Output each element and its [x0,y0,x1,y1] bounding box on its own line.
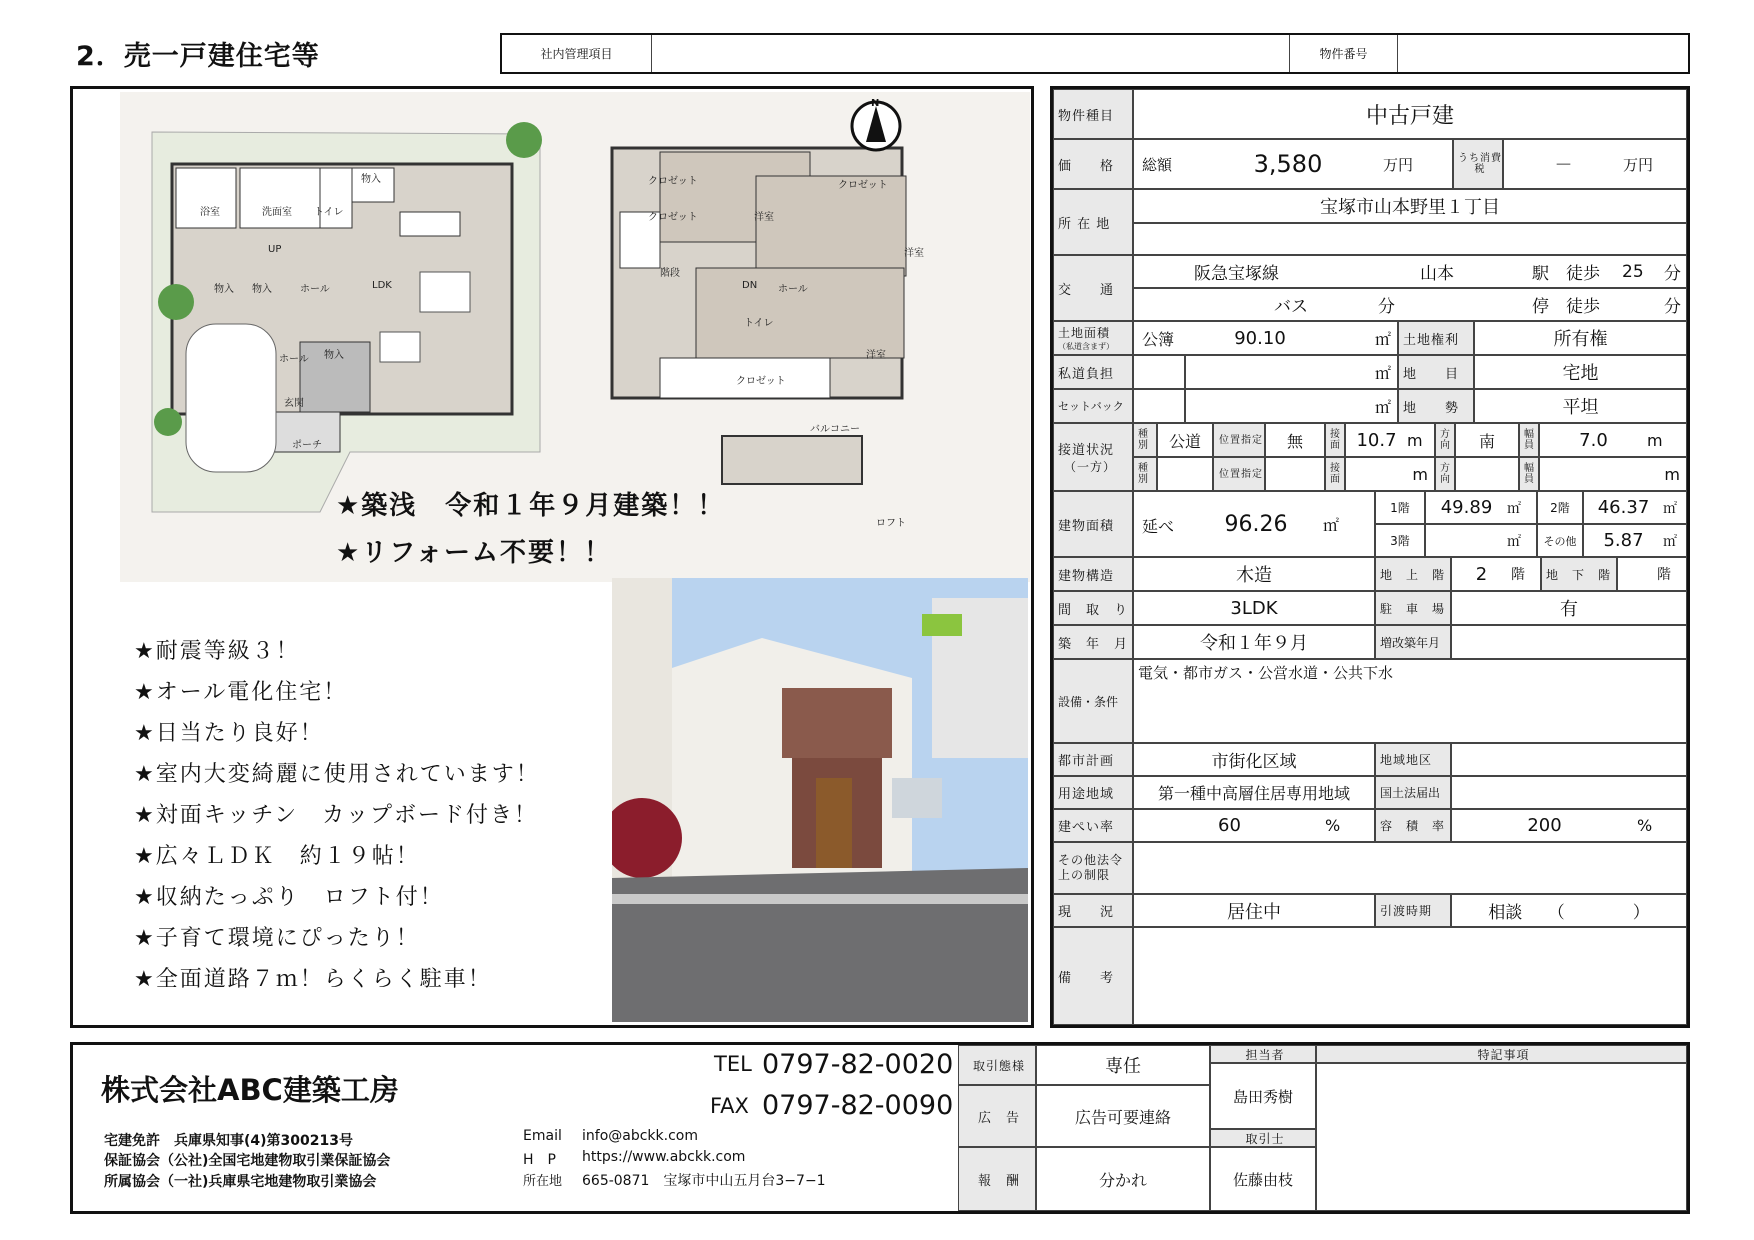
genkyo-label: 現 況 [1053,894,1133,927]
above-unit: 階 [1511,557,1541,591]
land-label-text: 土地面積 [1058,326,1111,340]
below-label: 地 下 階 [1541,557,1617,591]
room-balcony: バルコニー [810,424,860,435]
feature-item: ★収納たっぷり ロフト付！ [134,885,444,910]
room-storage4: 物入 [324,350,344,361]
fax-value: 0797-82-0090 [762,1090,954,1121]
kokudo-value [1451,776,1687,809]
other-law-value [1133,842,1687,894]
other-floor-value: 5.87 [1583,524,1663,557]
walk-label: 徒歩 [1566,264,1600,284]
f2-unit: ㎡ [1663,491,1687,524]
company-name: 株式会社ABC建築工房 [101,1073,399,1107]
staff-value: 島田秀樹 [1210,1063,1316,1129]
office-addr: 665-0871 宝塚市中山五月台3−7−1 [582,1173,826,1189]
nobe-value: 96.26 [1189,491,1323,557]
private-unit: ㎡ [1185,355,1398,389]
setback-kind [1133,389,1185,423]
feature-item: ★耐震等級３！ [134,639,300,664]
hikiwatashi-value: 相談 （ ） [1451,894,1687,927]
room-stairs: 階段 [660,268,680,279]
kenpei-value: 60 [1133,809,1325,842]
equip-value: 電気・都市ガス・公営水道・公共下水 [1133,659,1687,743]
traffic-label: 交 通 [1053,255,1133,321]
fax-label: FAX [710,1094,749,1118]
room-storage-1f: 物入 [361,174,381,185]
kokudo-label: 国土法届出 [1375,776,1451,809]
room-toilet-2f: トイレ [744,318,774,329]
trader-value: 佐藤由枝 [1210,1147,1316,1211]
shubetsu-label-2: 種別 [1133,457,1157,491]
land-label-sub: （私道含まず） [1058,342,1114,351]
price-label: 価 格 [1053,139,1133,189]
f2-value: 46.37 [1583,491,1663,524]
room-hall2-1f: ホール [279,354,309,365]
room-loft: ロフト [876,518,906,529]
other-floor-label: その他 [1537,524,1583,557]
tax-label: うち消費税 [1453,139,1503,189]
built-value: 令和１年９月 [1133,625,1375,659]
land-label [1053,321,1133,355]
f3-label: 3階 [1375,524,1425,557]
setback-label: セットバック [1053,389,1133,423]
bus-min-label: 分 [1378,297,1395,317]
station-name: 山本 [1420,264,1454,284]
price-unit: 万円 [1383,139,1453,189]
kenpei-unit: % [1325,809,1375,842]
ad-label: 広 告 [958,1085,1036,1147]
type-label: 物件種目 [1053,89,1133,139]
min-label: 分 [1664,264,1681,284]
land-kind: 公簿 [1133,321,1185,355]
trader-label: 取引士 [1210,1129,1316,1147]
biko-label: 備 考 [1053,927,1133,1025]
fukuin-unit: m [1647,423,1687,457]
road-label-sub: （一方） [1064,460,1117,474]
f1-value: 49.89 [1425,491,1507,524]
feature-item: ★室内大変綺麗に使用されています！ [134,762,540,787]
private-label: 私道負担 [1053,355,1133,389]
room-up: UP [268,244,282,255]
page-title: 2．売一戸建住宅等 [76,41,320,72]
notes-label: 特記事項 [1316,1045,1687,1063]
catch-copy-1: ★築浅 令和１年９月建築！！ [336,491,726,521]
biko-value [1133,927,1687,1025]
chiiki-value [1451,743,1687,776]
feature-item: ★広々ＬＤＫ 約１９帖！ [134,844,420,869]
f3-unit: ㎡ [1507,524,1537,557]
road-label-text: 接道状況 [1058,443,1115,458]
staff-label: 担当者 [1210,1045,1316,1063]
room-yoshitsu3: 洋室 [866,350,886,361]
f1-label: 1階 [1375,491,1425,524]
chisei-label: 地 勢 [1398,389,1474,423]
above-value: 2 [1451,557,1511,591]
address-value: 宝塚市山本野里１丁目 [1133,189,1687,223]
ichi-label: 位置指定 [1213,423,1265,457]
kenpei-label: 建ぺい率 [1053,809,1133,842]
setsumen-unit: m [1407,423,1435,457]
madori-label: 間 取 り [1053,591,1133,625]
bld-area-label: 建物面積 [1053,491,1133,557]
walk-minutes: 25 [1622,261,1644,282]
reform-value [1451,625,1687,659]
room-yoshitsu1: 洋室 [754,212,774,223]
email-label: Email [523,1128,562,1144]
traffic-row-2 [1133,288,1687,321]
below-value [1617,557,1657,591]
other-floor-unit: ㎡ [1663,524,1687,557]
equip-label: 設備・条件 [1053,659,1133,743]
hoko-value-2 [1455,457,1519,491]
line-name: 阪急宝塚線 [1194,264,1279,284]
bukken-label: 物件番号 [1290,35,1398,72]
walk2-label: 徒歩 [1566,297,1600,317]
parking-value: 有 [1451,591,1687,625]
setsumen-unit-2: m [1345,457,1435,491]
right-label: 土地権利 [1398,321,1474,355]
feature-item: ★オール電化住宅！ [134,680,348,705]
fukuin-label-2: 幅員 [1519,457,1539,491]
tel-value: 0797-82-0020 [762,1049,954,1080]
room-closet2: クロゼット [648,212,698,223]
yoseki-value: 200 [1451,809,1637,842]
above-label: 地 上 階 [1375,557,1451,591]
hikiwatashi-label: 引渡時期 [1375,894,1451,927]
license-text: 宅建免許 兵庫県知事(4)第300213号 [104,1133,353,1149]
fukuin-label: 幅員 [1519,423,1539,457]
fee-value: 分かれ [1036,1147,1210,1211]
ad-value: 広告可要連絡 [1036,1085,1210,1147]
price-value: 3,580 [1193,139,1383,189]
f2-label: 2階 [1537,491,1583,524]
min2-label: 分 [1664,297,1681,317]
mgmt-value[interactable] [652,35,1290,72]
hp-label: H P [523,1152,556,1168]
fukuin-value: 7.0 [1539,423,1647,457]
genkyo-value: 居住中 [1133,894,1375,927]
chisei-value: 平坦 [1474,389,1687,423]
feature-item: ★子育て環境にぴったり！ [134,926,420,951]
nobe-unit: ㎡ [1323,491,1375,557]
land-area: 90.10 [1185,321,1335,355]
price-sub: 総額 [1133,139,1193,189]
room-toilet-1f: トイレ [314,207,344,218]
chiiki-label: 地域地区 [1375,743,1451,776]
reform-label: 増改築年月 [1375,625,1451,659]
ichi-label-2: 位置指定 [1213,457,1265,491]
youto-value: 第一種中高層住居専用地域 [1133,776,1375,809]
room-ldk: LDK [372,280,392,291]
madori-value: 3LDK [1133,591,1375,625]
torihiki-label: 取引態様 [958,1045,1036,1085]
struct-value: 木造 [1133,557,1375,591]
city-label: 都市計画 [1053,743,1133,776]
ichi-value: 無 [1265,423,1325,457]
address-label: 所 在 地 [1053,189,1133,255]
youto-label: 用途地域 [1053,776,1133,809]
mgmt-label: 社内管理項目 [502,35,652,72]
notes-value [1316,1063,1687,1211]
built-label: 築 年 月 [1053,625,1133,659]
right-value: 所有権 [1474,321,1687,355]
chimoku-value: 宅地 [1474,355,1687,389]
hoko-label-2: 方向 [1435,457,1455,491]
tei-label: 停 [1532,297,1549,317]
room-dn: DN [742,280,758,291]
parking-label: 駐 車 場 [1375,591,1451,625]
other-law-label: その他法令上の制限 [1053,842,1133,894]
kodo-value: 公道 [1157,423,1213,457]
hp-link[interactable]: https://www.abckk.com [582,1149,746,1165]
land-unit: ㎡ [1335,321,1398,355]
tel-label: TEL [714,1052,752,1076]
room-bath: 浴室 [200,207,220,218]
fukuin-unit-2: m [1539,457,1687,491]
shubetsu-label: 種別 [1133,423,1157,457]
setsumen-value: 10.7 [1345,423,1407,457]
room-storage3: 物入 [252,284,272,295]
room-porch: ポーチ [292,440,322,451]
email-link[interactable]: info@abckk.com [582,1128,698,1144]
type-value: 中古戸建 [1133,89,1687,139]
chimoku-label: 地 目 [1398,355,1474,389]
torihiki-value: 専任 [1036,1045,1210,1085]
north-label: N [871,98,880,109]
room-closet3: クロゼット [838,180,888,191]
room-closet1: クロゼット [648,176,698,187]
road-label [1053,423,1133,491]
setsumen-label: 接面 [1325,423,1345,457]
struct-label: 建物構造 [1053,557,1133,591]
traffic-row-1 [1133,255,1687,288]
bus-label: バス [1274,297,1308,317]
room-hall-2f: ホール [778,284,808,295]
setsumen-label-2: 接面 [1325,457,1345,491]
yoseki-unit: % [1637,809,1687,842]
room-hall-1f: ホール [300,284,330,295]
f3-value [1425,524,1507,557]
room-storage2: 物入 [214,284,234,295]
catch-copy-2: ★リフォーム不要！！ [336,538,613,568]
city-value: 市街化区域 [1133,743,1375,776]
eki-label: 駅 [1532,264,1549,284]
kodo-value-2 [1157,457,1213,491]
room-yoshitsu2: 洋室 [904,248,924,259]
fee-label: 報 酬 [958,1147,1036,1211]
hoko-value: 南 [1455,423,1519,457]
room-closet4: クロゼット [736,376,786,387]
setback-unit: ㎡ [1185,389,1398,423]
private-kind [1133,355,1185,389]
feature-item: ★全面道路７ｍ！らくらく駐車！ [134,967,492,992]
office-addr-label: 所在地 [523,1174,563,1189]
below-unit: 階 [1657,557,1687,591]
tax-unit: 万円 [1623,139,1687,189]
room-genkan: 玄関 [284,398,304,409]
address-value-2 [1133,223,1687,255]
feature-item: ★日当たり良好！ [134,721,324,746]
f1-unit: ㎡ [1507,491,1537,524]
guarantee-text: 保証協会（公社)全国宅地建物取引業保証協会 [104,1153,391,1169]
room-wash: 洗面室 [262,207,292,218]
yoseki-label: 容 積 率 [1375,809,1451,842]
feature-item: ★対面キッチン カップボード付き！ [134,803,538,828]
ichi-value-2 [1265,457,1325,491]
assoc-text: 所属協会（一社)兵庫県宅地建物取引業協会 [104,1174,377,1190]
house-photo [612,578,1028,1022]
bukken-value[interactable] [1398,35,1688,72]
nobe-label: 延べ [1133,491,1189,557]
tax-value: － [1503,139,1623,189]
hoko-label: 方向 [1435,423,1455,457]
